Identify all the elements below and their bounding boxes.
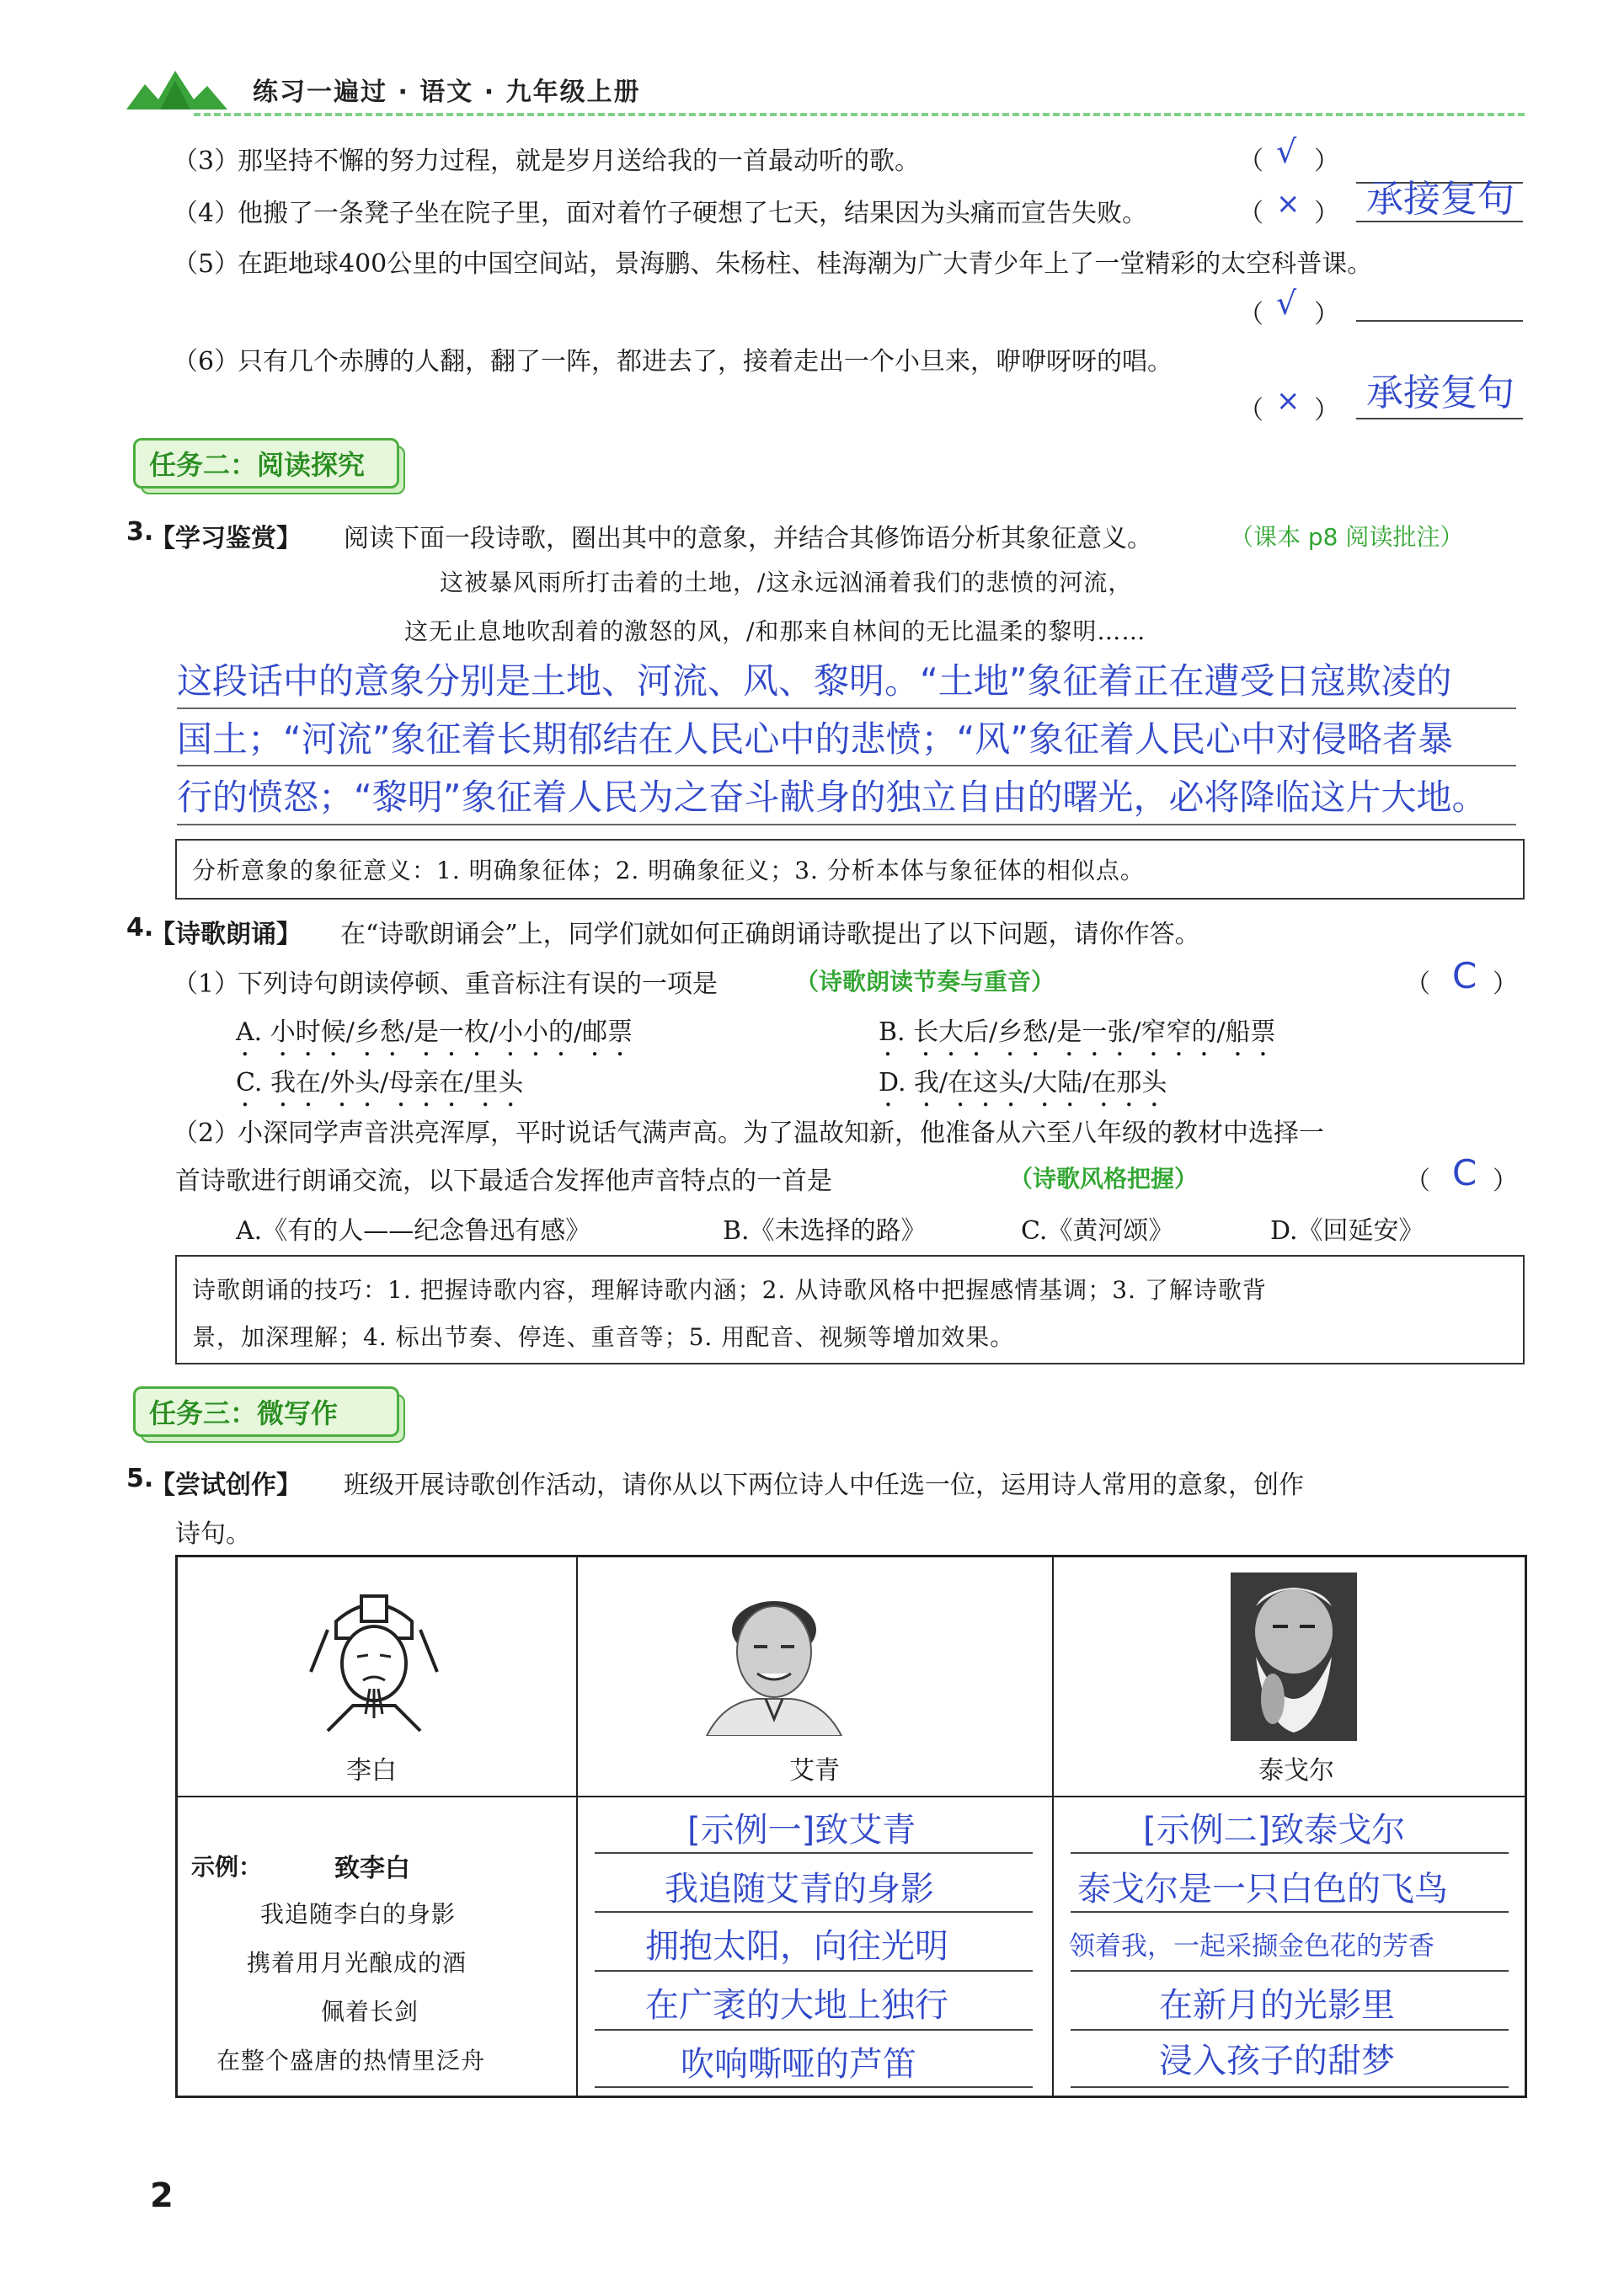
poet-name-li-bai: 李白	[346, 1756, 397, 1786]
q2-answer-4: 承接复句	[1366, 178, 1514, 221]
task2-label: 任务二：阅读探究	[133, 438, 399, 489]
poet-table	[175, 1555, 1527, 2098]
poet-name-tagore: 泰戈尔	[1258, 1756, 1334, 1786]
mountain-logo-icon	[126, 66, 236, 113]
q4-1-option-c: C. 我在/外头/母亲在/里头	[236, 1068, 524, 1097]
q4-1-option-b: B. 长大后/乡愁/是一张/窄窄的/船票	[879, 1017, 1276, 1047]
tagore-line-5: 浸入孩子的甜梦	[1159, 2042, 1395, 2080]
q4-1-option-a: A. 小时候/乡愁/是一枚/小小的/邮票	[236, 1017, 633, 1047]
ai-qing-line-2: 我追随艾青的身影	[665, 1870, 934, 1909]
q4-1-answer: C	[1452, 955, 1477, 996]
li-bai-portrait	[302, 1579, 446, 1739]
q4-tip-box: 诗歌朗诵的技巧：1. 把握诗歌内容，理解诗歌内涵；2. 从诗歌风格中把握感情基调；3. 了解诗歌背 景，加深理解；4. 标出节奏、停连、重音等；5. 用配音、视频等增加效果。	[175, 1255, 1525, 1364]
q3-answer-line-1: 这段话中的意象分别是土地、河流、风、黎明。“土地”象征着正在遭受日寇欺凌的	[177, 660, 1452, 702]
example-line-4: 在整个盛唐的热情里泛舟	[216, 2047, 486, 2074]
ai-qing-line-4: 在广袤的大地上独行	[645, 1986, 948, 2025]
task3-label: 任务三：微写作	[133, 1386, 399, 1437]
q4-2-answer: C	[1452, 1152, 1477, 1193]
q3-answer-line-3: 行的愤怒；“黎明”象征着人民为之奋斗献身的独立自由的曙光，必将降临这片大地。	[177, 777, 1488, 818]
example-title: 致李白	[334, 1854, 410, 1883]
example-line-2: 携着用月光酿成的酒	[247, 1949, 467, 1977]
q4-2-option-c: C.《黄河颂》	[1021, 1216, 1174, 1246]
poet-name-ai-qing: 艾青	[789, 1756, 840, 1786]
q4-1-option-d: D. 我/在这头/大陆/在那头	[879, 1068, 1167, 1097]
q3-tip-box: 分析意象的象征意义：1. 明确象征体；2. 明确象征义；3. 分析本体与象征体的相似点。	[175, 839, 1525, 900]
tagore-line-1: [示例二]致泰戈尔	[1143, 1811, 1406, 1850]
poem-line-1: 这被暴风雨所打击着的土地，/这永远汹涌着我们的悲愤的河流，	[440, 569, 1133, 596]
ai-qing-line-5: 吹响嘶哑的芦笛	[681, 2045, 916, 2084]
tagore-line-3: 领着我，一起采撷金色花的芳香	[1069, 1931, 1434, 1962]
tagore-line-4: 在新月的光影里	[1159, 1986, 1395, 2025]
tagore-portrait	[1231, 1573, 1357, 1741]
page-number: 2	[150, 2176, 174, 2215]
ai-qing-line-1: [示例一]致艾青	[687, 1811, 916, 1850]
ai-qing-line-3: 拥抱太阳，向往光明	[645, 1927, 948, 1966]
q4-2-option-d: D.《回延安》	[1270, 1216, 1424, 1246]
q4-2-option-b: B.《未选择的路》	[723, 1216, 927, 1246]
tagore-line-2: 泰戈尔是一只白色的飞鸟	[1077, 1870, 1448, 1909]
example-line-3: 佩着长剑	[321, 1998, 419, 2026]
example-line-1: 我追随李白的身影	[260, 1900, 457, 1928]
ai-qing-portrait	[698, 1576, 850, 1736]
q4-2-option-a: A.《有的人——纪念鲁迅有感》	[236, 1216, 591, 1246]
poem-line-2: 这无止息地吹刮着的激怒的风，/和那来自林间的无比温柔的黎明……	[404, 617, 1146, 645]
header-divider	[194, 113, 1525, 116]
example-label: 示例：	[191, 1853, 263, 1881]
header-title: 练习一遍过 · 语文 · 九年级上册	[253, 77, 641, 107]
q2-mark-3: √	[1276, 133, 1297, 170]
q3-answer-line-2: 国土；“河流”象征着长期郁结在人民心中的悲愤；“风”象征着人民心中对侵略者暴	[177, 718, 1454, 760]
q2-answer-6: 承接复句	[1366, 371, 1514, 414]
